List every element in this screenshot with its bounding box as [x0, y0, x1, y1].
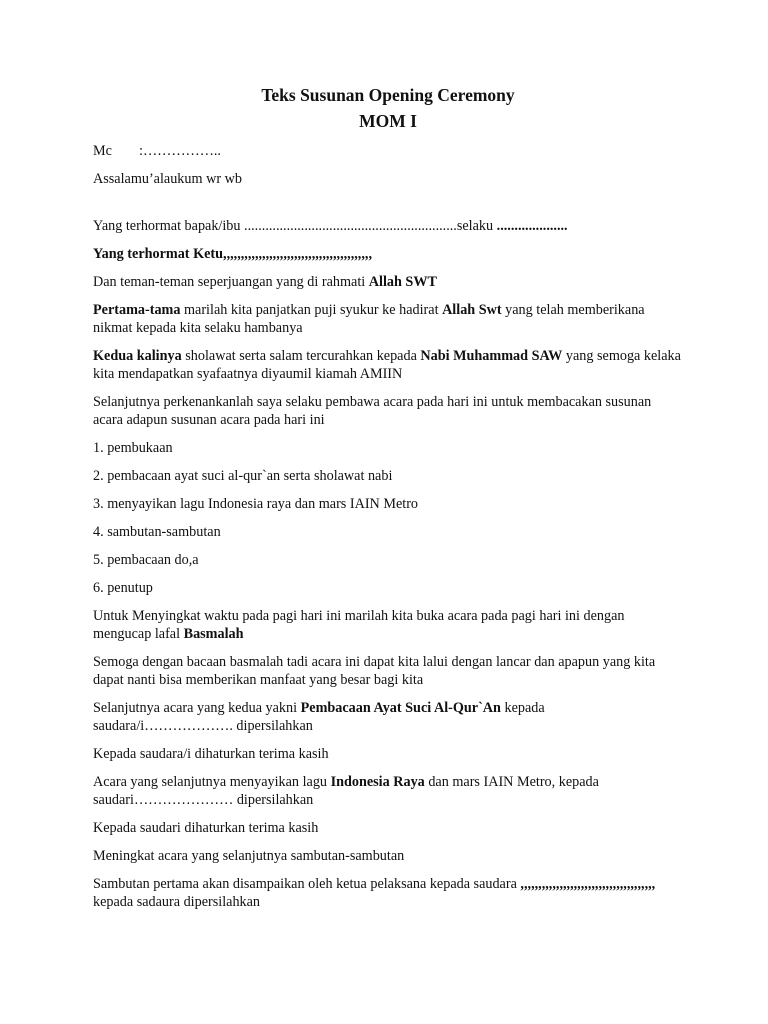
- p14-text2: kepada sadaura dipersilahkan: [93, 894, 261, 910]
- greeting: Assalamu’alaukum wr wb: [93, 171, 242, 187]
- p4-text2: yang telah memberikana nikmat kepada kita selaku hambanya: [93, 302, 645, 336]
- paragraph-basmalah: Semoga dengan bacaan basmalah tadi acara ini dapat kita lalui dengan lancar dan apapun yang kita dapat nanti bisa memberikan manfaat yang besar bagi kita: [93, 654, 656, 688]
- paragraph-anthem: [93, 773, 683, 809]
- agenda-item: 4. sambutan-sambutan: [93, 524, 221, 540]
- p9-text1: Selanjutnya acara yang kedua yakni: [93, 700, 301, 716]
- document-title: Teks Susunan Opening Ceremony: [261, 85, 515, 105]
- paragraph-first-speech: [93, 875, 683, 911]
- paragraph-thanks-1: Kepada saudara/i dihaturkan terima kasih: [93, 746, 329, 762]
- paragraph-agenda-intro: Selanjutnya perkenankanlah saya selaku pembawa acara pada hari ini untuk membacakan susunan acara adapun susunan acara pada hari ini: [93, 394, 652, 428]
- p5-bold1: Kedua kalinya: [93, 348, 182, 364]
- spacer: [93, 198, 683, 217]
- p5-bold2: Nabi Muhammad SAW: [420, 348, 563, 364]
- p11-bold: Indonesia Raya: [330, 774, 425, 790]
- p1-bold: ....................: [496, 218, 568, 234]
- mc-value: :……………..: [139, 143, 221, 159]
- document-body: [93, 86, 683, 921]
- p4-text1: marilah kita panjatkan puji syukur ke hadirat: [180, 302, 443, 318]
- p1-text: Yang terhormat bapak/ibu ............................................................selaku: [93, 218, 497, 234]
- p7-text: Untuk Menyingkat waktu pada pagi hari ini marilah kita buka acara pada pagi hari ini dengan mengucap lafal: [93, 608, 625, 642]
- p11-text2: dan mars IAIN Metro, kepada saudari………………… dipersilahkan: [93, 774, 599, 808]
- p14-text1: Sambutan pertama akan disampaikan oleh ketua pelaksana kepada saudara: [93, 876, 521, 892]
- paragraph-opening: [93, 607, 683, 643]
- agenda-item: 3. menyayikan lagu Indonesia raya dan mars IAIN Metro: [93, 496, 419, 512]
- p7-bold: Basmalah: [183, 626, 244, 642]
- paragraph-friends: [93, 273, 683, 291]
- p2-bold: Yang terhormat Ketu,,,,,,,,,,,,,,,,,,,,,,,,,,,,,,,,,,,,,,,,,,: [93, 246, 372, 262]
- document-subtitle: MOM I: [359, 111, 417, 131]
- p11-text1: Acara yang selanjutnya menyayikan lagu: [93, 774, 331, 790]
- p3-bold: Allah SWT: [368, 274, 437, 290]
- paragraph-honorific: [93, 217, 683, 235]
- agenda-item: 1. pembukaan: [93, 440, 173, 456]
- paragraph-second: [93, 347, 683, 383]
- mc-label: Mc: [93, 143, 112, 159]
- paragraph-quran: [93, 699, 683, 735]
- agenda-item: 2. pembacaan ayat suci al-qur`an serta sholawat nabi: [93, 468, 393, 484]
- p4-bold1: Pertama-tama: [93, 302, 181, 318]
- agenda-item: 5. pembacaan do,a: [93, 552, 199, 568]
- paragraph-speeches: Meningkat acara yang selanjutnya sambutan-sambutan: [93, 848, 405, 864]
- p4-bold2: Allah Swt: [442, 302, 502, 318]
- paragraph-thanks-2: Kepada saudari dihaturkan terima kasih: [93, 820, 319, 836]
- p3-text: Dan teman-teman seperjuangan yang di rahmati: [93, 274, 369, 290]
- paragraph-first: [93, 301, 683, 337]
- p14-bold: ,,,,,,,,,,,,,,,,,,,,,,,,,,,,,,,,,,,,,,: [520, 876, 656, 892]
- paragraph-ketua: [93, 245, 683, 263]
- p5-text2: yang semoga kelaka kita mendapatkan syafaatnya diyaumil kiamah AMIIN: [93, 348, 681, 382]
- p9-bold: Pembacaan Ayat Suci Al-Qur`An: [300, 700, 501, 716]
- p9-text2: kepada saudara/i………………. dipersilahkan: [93, 700, 545, 734]
- mc-line: [93, 142, 683, 160]
- agenda-item: 6. penutup: [93, 580, 153, 596]
- p5-text1: sholawat serta salam tercurahkan kepada: [181, 348, 421, 364]
